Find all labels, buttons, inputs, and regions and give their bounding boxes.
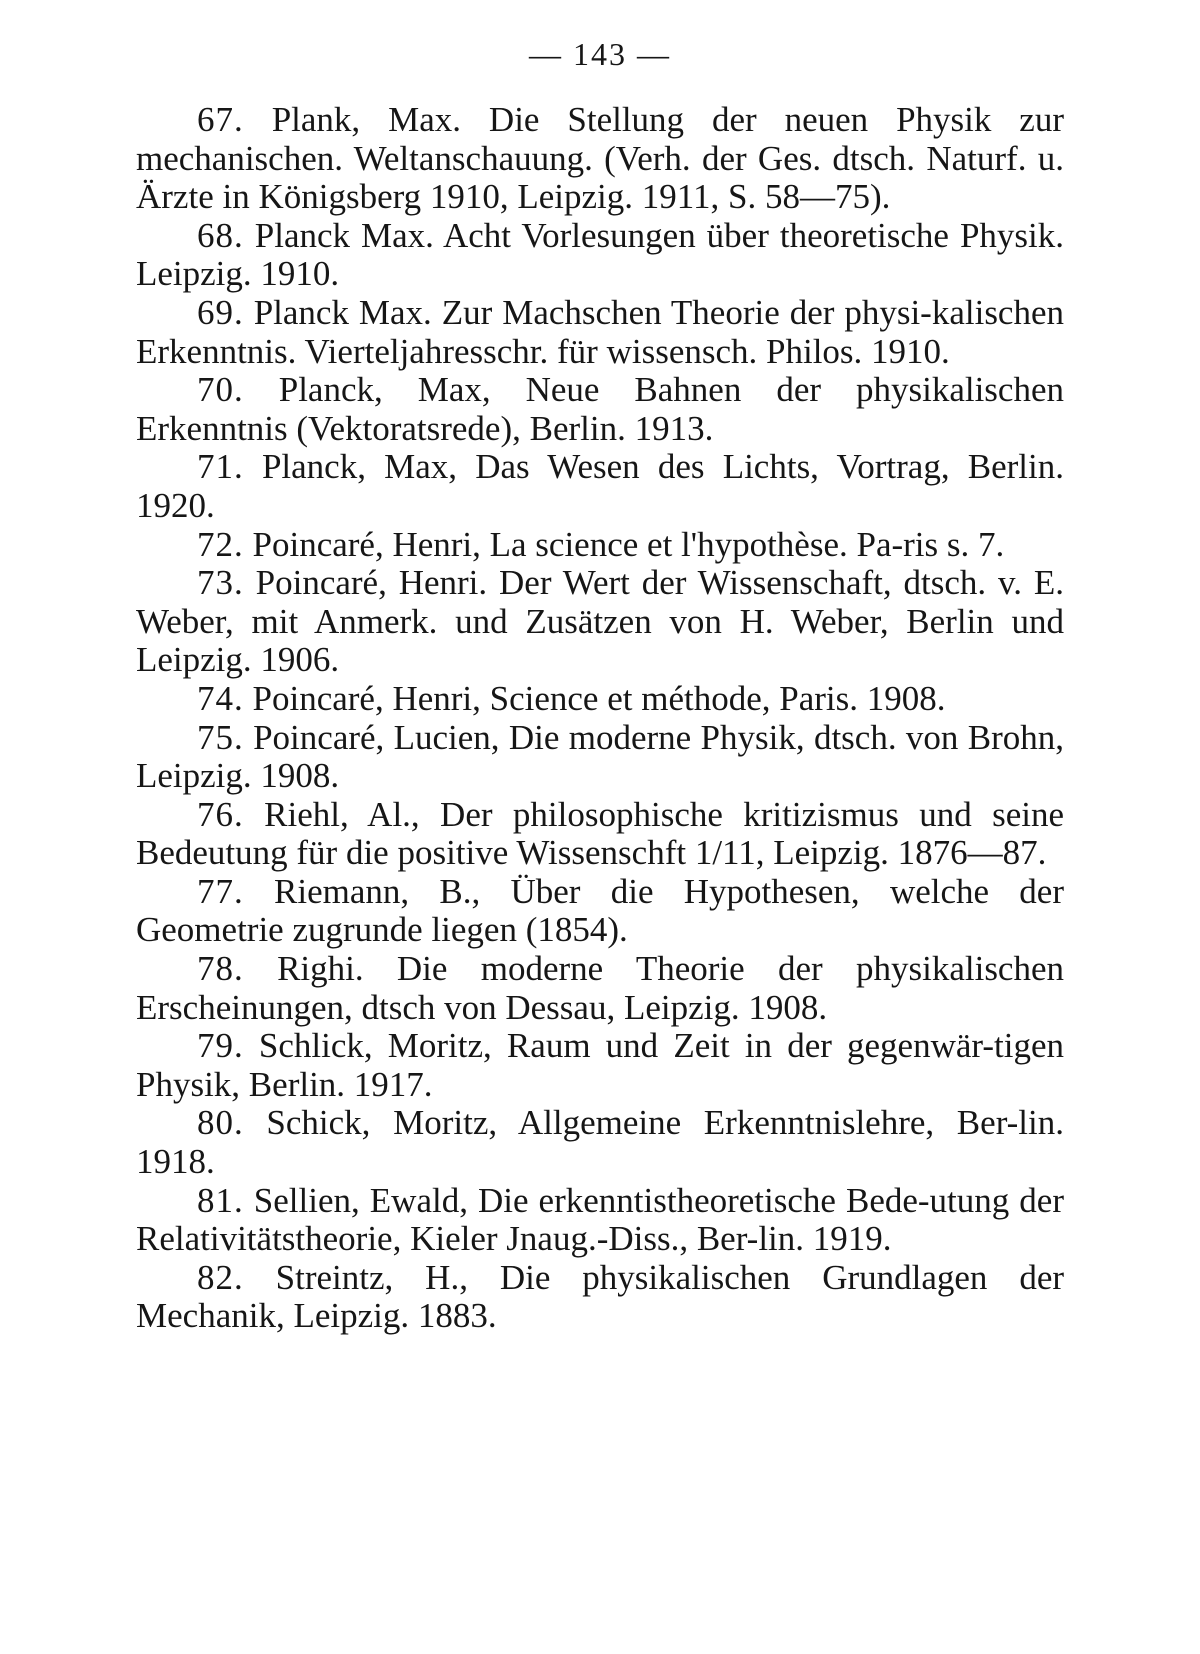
entry-text: Poincaré, Henri, Science et méthode, Paris. 1908. [252, 678, 946, 718]
bibliography-entry [136, 950, 1064, 1027]
bibliography-entry [136, 217, 1064, 294]
bibliography-entry [136, 796, 1064, 873]
bibliography-entry [136, 680, 1064, 719]
entry-text: Schick, Moritz, Allgemeine Erkenntnislehre, Ber-lin. 1918. [136, 1103, 1064, 1182]
entry-number: 73. [197, 563, 244, 603]
entry-text: Streintz, H., Die physikalischen Grundlagen der Mechanik, Leipzig. 1883. [136, 1257, 1065, 1336]
entry-text: Poincaré, Henri, La science et l'hypothèse. Pa-ris s. 7. [252, 524, 1005, 564]
bibliography-entry [136, 371, 1064, 448]
entry-text: Riemann, B., Über die Hypothesen, welche der Geometrie zugrunde liegen (1854). [136, 871, 1064, 950]
entry-number: 68. [197, 215, 244, 255]
entry-number: 81. [197, 1180, 244, 1220]
entry-text: Schlick, Moritz, Raum und Zeit in der gegenwär-tigen Physik, Berlin. 1917. [136, 1026, 1064, 1104]
bibliography-entry [136, 873, 1064, 950]
entry-text: Poincaré, Lucien, Die moderne Physik, dtsch. von Brohn, Leipzig. 1908. [136, 717, 1065, 796]
entry-number: 82. [197, 1257, 244, 1297]
entry-number: 76. [197, 794, 244, 834]
bibliography-entry [136, 1027, 1064, 1104]
entry-text: Plank, Max. Die Stellung der neuen Physik zur mechanischen. Weltanschauung. (Verh. der Ges. dtsch. Naturf. u. Ärzte in Königsberg 1910, Leipzig. 1911, S. 58—75). [136, 100, 1064, 217]
bibliography-entry [136, 719, 1064, 796]
bibliography-entry [136, 294, 1064, 371]
entry-text: Planck, Max, Das Wesen des Lichts, Vortrag, Berlin. 1920. [136, 447, 1064, 525]
page-number: — 143 — [529, 36, 671, 72]
bibliography-entry [136, 448, 1064, 525]
bibliography-list [136, 101, 1064, 1336]
entry-number: 69. [197, 292, 244, 332]
entry-number: 72. [197, 524, 244, 564]
entry-text: Poincaré, Henri. Der Wert der Wissenschaft, dtsch. v. E. Weber, mit Anmerk. und Zusätzen von H. Weber, Berlin und Leipzig. 1906. [136, 563, 1064, 680]
entry-text: Planck, Max, Neue Bahnen der physikalischen Erkenntnis (Vektoratsrede), Berlin. 1913. [136, 370, 1064, 448]
bibliography-entry [136, 1104, 1064, 1181]
entry-text: Righi. Die moderne Theorie der physikalischen Erscheinungen, dtsch von Dessau, Leipzig. 1908. [136, 949, 1065, 1027]
entry-number: 74. [197, 678, 244, 718]
entry-number: 71. [197, 447, 244, 487]
entry-number: 75. [197, 717, 244, 757]
entry-number: 80. [197, 1103, 244, 1143]
entry-number: 79. [197, 1026, 244, 1066]
entry-number: 70. [197, 370, 244, 410]
entry-text: Planck Max. Acht Vorlesungen über theoretische Physik. Leipzig. 1910. [136, 215, 1065, 294]
entry-number: 78. [197, 949, 244, 989]
bibliography-entry [136, 1259, 1064, 1336]
bibliography-entry [136, 526, 1064, 565]
bibliography-entry [136, 101, 1064, 217]
entry-number: 77. [197, 871, 244, 911]
entry-number: 67. [197, 100, 244, 139]
bibliography-entry [136, 564, 1064, 680]
bibliography-entry [136, 1182, 1064, 1259]
entry-text: Sellien, Ewald, Die erkenntistheoretische Bede-utung der Relativitätstheorie, Kieler Jnaug.-Diss., Ber-lin. 1919. [136, 1180, 1064, 1259]
entry-text: Planck Max. Zur Machschen Theorie der physi-kalischen Erkenntnis. Vierteljahresschr. für wissensch. Philos. 1910. [136, 292, 1065, 371]
entry-text: Riehl, Al., Der philosophische kritizismus und seine Bedeutung für die positive Wissenschft 1/11, Leipzig. 1876—87. [136, 794, 1065, 873]
